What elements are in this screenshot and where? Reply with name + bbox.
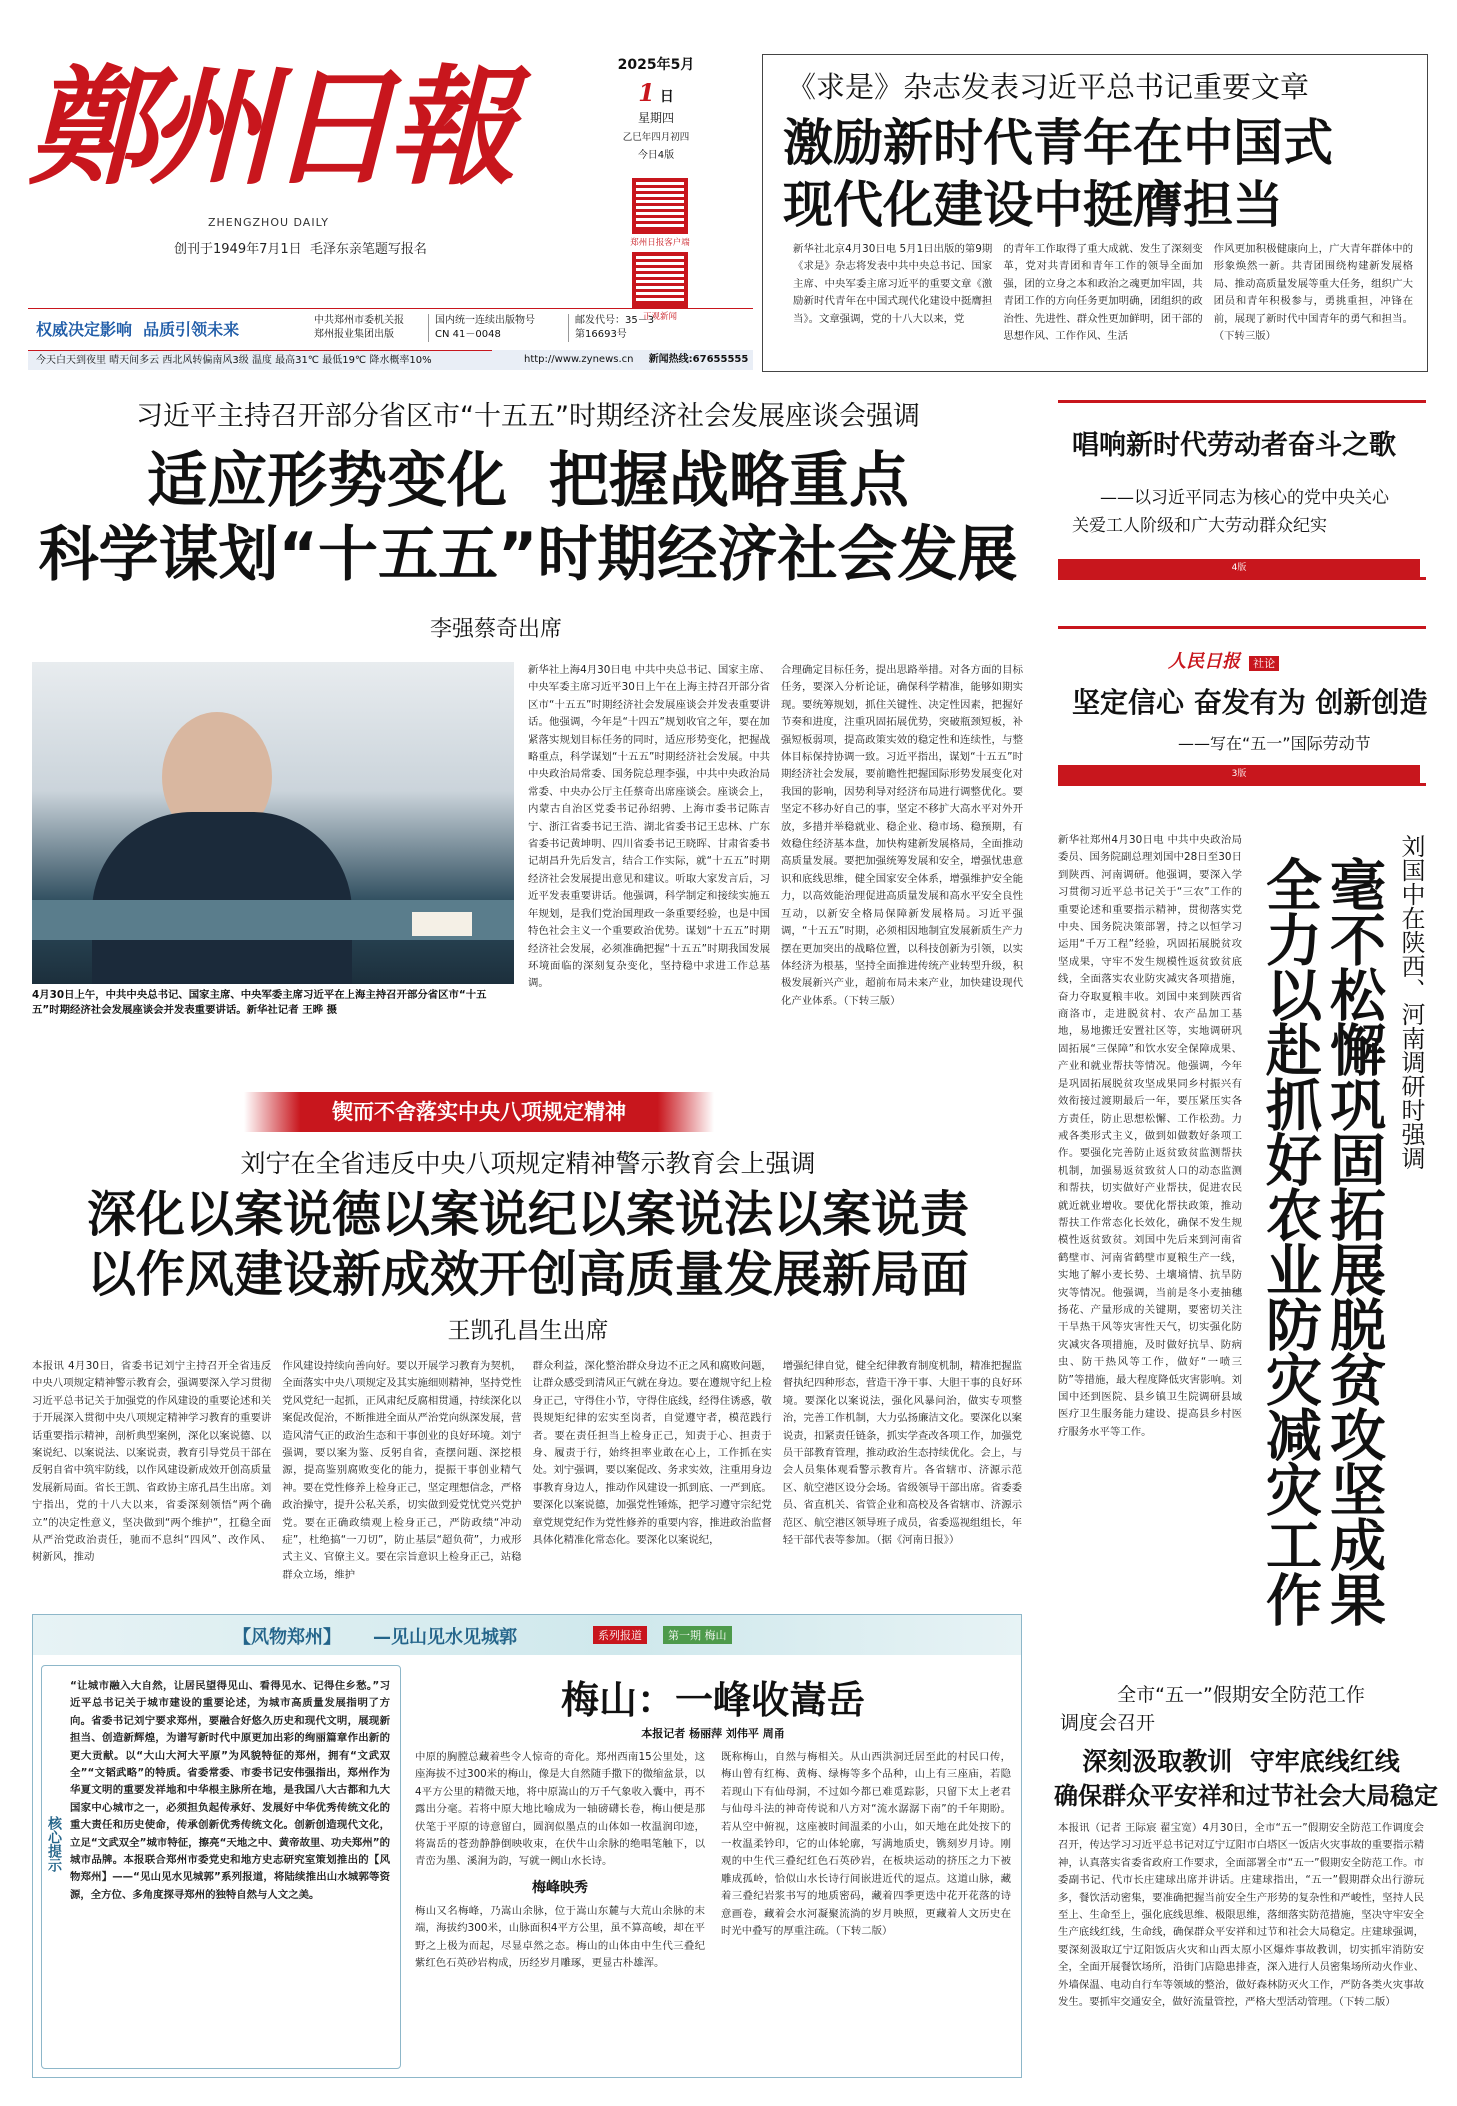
top-story-col-2: 的青年工作取得了重大成就、发生了深刻变革，党对共青团和青年工作的领导全面加强，团的立身之本和政治之魂更加牢固，共青团工作的方向任务更加明确，团组织的政治性、先进性、群众性更加鲜明，团干部的思想作风、工作作风、生活 [1003,243,1203,343]
weather-text: 今天白天到夜里 晴天间多云 西北风转偏南风3级 温度 最高31℃ 最低19℃ 降水概率10% [36,355,432,366]
lead-col-1: 新华社上海4月30日电 中共中央总书记、国家主席、中央军委主席习近平30日上午在上海主持召开部分省区市“十五五”时期经济社会发展座谈会并发表重要讲话。他强调，今年是“十四五”规划收官之年，要在加紧落实规划目标任务的同时，适应形势变化，把握战略重点，科学谋划“十五五”时期经济社会发展。中共中央政治局常委、国务院总理李强，中共中央政治局常委、中央办公厅主任蔡奇出席座谈会。座谈会上，内蒙古自治区党委书记孙绍骋、上海市委书记陈吉宁、浙江省委书记王浩、湖北省委书记王忠林、广东省委书记黄坤明、四川省委书记王晓晖、甘肃省委书记胡昌升先后发言，结合工作实际，就“十五五”时期经济社会发展提出意见和建议。听取大家发言后，习近平发表重要讲话。他强调，科学制定和接续实施五年规划，是我们党治国理政一条重要经验，也是中国特色社会主义一个重要政治优势。谋划“十五五”时期经济社会发展，必须准确把握“十五五”时期我国发展环境面临的深刻复杂变化，坚持稳中求进工作总基调。 [528,664,770,990]
right-story-headline-1: 毫不松懈巩固拓展脱贫攻坚成果 [1321,856,1386,1626]
top-story-headline-1: 激励新时代青年在中国式 [783,114,1333,172]
date-day-unit: 日 [659,89,674,105]
bottom-right-kicker-2: 调度会召开 [1060,1712,1156,1734]
second-headline-2: 以作风建设新成效开创高质量发展新局面 [86,1246,969,1303]
date-day: 1 [638,78,655,107]
feature-banner [33,1615,1021,1655]
side-box-1-subtitle-2: 关爱工人阶级和广大劳动群众纪实 [1072,516,1327,536]
lead-photo[interactable] [32,662,514,984]
feature-banner-title: —见山见水见城郭 [373,1627,517,1648]
photo-figure-body [92,812,352,984]
second-col-2: 作风建设持续向善向好。要以开展学习教育为契机，全面落实中央八项规定及其实施细则精神，坚持党性党风党纪一起抓，正风肃纪反腐相贯通，持续深化以案促改促治，不断推进全面从严治党向纵深发展，营造风清气正的政治生态和干事创业的良好环境。刘宁强调，要以案为鉴、反躬自省，查摆问题、深挖根源，提高鉴别腐败变化的能力，提振干事创业精气神。要在党性修养上检身正己，坚定理想信念，严格政治操守，提升公私关系，切实做到爱党忧党兴党护党。要在正确政绩观上检身正己，严防政绩“冲动症”，杜绝搞“一刀切”，防止基层“超负荷”，力戒形式主义、官僚主义。要在宗旨意识上检身正己，站稳群众立场，维护 [282,1360,522,1580]
qr-code-2[interactable] [632,252,688,308]
slogan: 权威决定影响 品质引领未来 [36,320,240,339]
side-box-2-brand: 人民日报 [1168,651,1240,672]
feature-col-1-subhead: 梅峰映秀 [532,1879,588,1896]
photo-nameplate [412,912,472,936]
top-story-col-3: 作风更加积极健康向上，广大青年群体中的形象焕然一新。共青团围绕构建新发展格局、推动高质量发展等重大任务，组织广大团员和青年积极参与，勇挑重担，冲锋在前，展现了新时代中国青年的勇气和担当。（下转三版） [1213,243,1413,343]
feature-side-text: “让城市融入大自然，让居民望得见山、看得见水、记得住乡愁。”习近平总书记关于城市建设的重要论述，为城市高质量发展指明了方向。省委书记刘宁要求郑州，要融合好悠久历史和现代文明，展现新担当、创造新辉煌，为谱写新时代中原更加出彩的绚丽篇章作出新的更大贡献。以“大山大河大平原”为风貌特征的郑州，拥有“文武双全”“文韬武略”的特质。省委常委、市委书记安伟强指出，郑州作为华夏文明的重要发祥地和中华根主脉所在地，是我国八大古都和九大国家中心城市之一，必须担负起传承好、发展好中华优秀传统文化的重大责任和历史使命，传承创新优秀传统文化。创新创造现代文化，立足“文武双全”城市特征，擦亮“天地之中、黄帝故里、功夫郑州”的城市品牌。本报联合郑州市委党史和地方史志研究室策划推出的【风物郑州】——“见山见水见城郭”系列报道，将陆续推出山水城郭等资源，全方位、多角度探寻郑州的独特自然与人文之美。 [70,1680,390,1901]
side-box-1[interactable] [1058,400,1426,580]
bottom-right-headline-2: 确保群众平安祥和过节社会大局稳定 [1054,1782,1438,1810]
side-box-2-title: 坚定信心 奋发有为 创新创造 [1072,686,1428,719]
section-banner [244,1092,714,1132]
masthead-founded: 创刊于1949年7月1日 毛泽东亲笔题写报名 [174,242,427,257]
feature-banner-issue: 第一期 梅山 [663,1626,732,1644]
date-year-month: 2025年5月 [617,57,695,73]
publisher-2: 郑州报业集团出版 [314,329,394,340]
section-banner-text: 锲而不舍落实中央八项规定精神 [332,1100,626,1124]
bottom-right-body: 本报讯（记者 王际宸 翟宝宽）4月30日，全市“五一”假期安全防范工作调度会召开，传达学习习近平总书记对辽宁辽阳市白塔区一饭店火灾事故的重要指示精神，认真落实省委省政府工作要求，全面部署全市“五一”假期安全防范工作。市委副书记、代市长庄建球出席并讲话。庄建球指出，“五一”假期群众出行游玩多，餐饮活动密集，要准确把握当前安全生产形势的复杂性和严峻性，坚持人民至上、生命至上，强化底线思维、极限思维，落细落实防范措施，坚决守牢安全生产底线红线，生命线，确保群众平安祥和过节和社会大局稳定。庄建球强调，要深刻汲取辽宁辽阳饭店火灾和山西太原小区爆炸事故教训，切实抓牢消防安全，全面开展餐饮场所，沿街门店隐患排查，深入进行人员密集场所动火作业、外墙保温、电动自行车等领域的整治，做好森林防灭火工作，严防各类火灾事故发生。要抓牢交通安全，做好流量管控，严格大型活动管理。（下转二版） [1058,1822,1424,2009]
second-kicker: 刘宁在全省违反中央八项规定精神警示教育会上强调 [240,1149,816,1178]
feature-banner-tag: 系列报道 [593,1626,647,1644]
info-bar [28,308,753,348]
lead-col-2: 合理确定目标任务，提出思路举措。对各方面的目标任务，要深入分析论证，确保科学精准，能够如期实现。要统筹规划，抓住关键性、决定性因素，把握好节奏和进度，注重巩固拓展优势，突破瓶颈短板，补强短板弱项，提高政策实效的稳定性和连续性，与整体目标保持协调一致。习近平指出，谋划“十五五”时期经济社会发展，要前瞻性把握国际形势发展变化对我国的影响，因势利导对经济布局进行调整优化。要坚定不移办好自己的事，坚定不移扩大高水平对外开放，多措并举稳就业、稳企业、稳市场、稳预期，有效稳住经济基本盘，加快构建新发展格局，全面推动高质量发展。要把加强统筹发展和安全，增强忧患意识和底线思维，健全国家安全体系，增强维护安全能力，以高效能治理促进高质量发展和高水平安全良性互动，以新安全格局保障新发展格局。习近平强调，“十五五”时期，必须相因地制宜发展新质生产力摆在更加突出的战略位置，以科技创新为引领，以实体经济为根基，坚持全面推进传统产业转型升级，积极发展新兴产业，超前布局未来产业，加快建设现代化产业体系。（下转三版） [781,664,1023,1007]
right-story-headline-2: 全力以赴抓好农业防灾减灾工作 [1257,856,1322,1626]
lead-subhead: 李强蔡奇出席 [430,617,563,642]
right-story-kicker: 刘国中在陕西、河南调研时强调 [1397,834,1425,1170]
date-pages: 今日4版 [637,150,675,161]
website[interactable]: http://www.zynews.cn [524,354,634,365]
qr2-label: 正观新闻 [642,312,677,322]
feature-col-1b: 梅山又名梅峰，乃嵩山余脉，位于嵩山东麓与大荒山余脉的末端，海拔约300米，山脉面积4平方公里，虽不算高峻，却在平野之上极为而起，尽显卓然之态。梅山的山体由中生代三叠纪紫红色石英砂岩构成，历经岁月雕琢，更显古朴雄浑。 [415,1904,705,1970]
feature-headline: 梅山：一峰收嵩岳 [560,1678,865,1722]
qr-code-1[interactable] [632,178,688,234]
lead-kicker: 习近平主持召开部分省区市“十五五”时期经济社会发展座谈会强调 [136,401,920,432]
feature-byline: 本报记者 杨丽萍 刘伟平 周甬 [641,1727,785,1740]
date-panel [617,54,695,161]
date-weekday: 星期四 [637,111,674,125]
top-story-headline-2: 现代化建设中挺膺担当 [783,176,1283,234]
lead-headline-2: 科学谋划“十五五”时期经济社会发展 [38,520,1018,590]
second-col-3: 群众利益，深化整治群众身边不正之风和腐败问题，让群众感受到清风正气就在身边。要在遵规守纪上检身正己，守得住小节，守得住底线，经得住诱惑，敬畏规矩纪律的宏实至岗者，自觉遵守者，模范践行者。要在责任担当上检身正己，知责于心、担责于身、履责于行，始终担率业敢在心上，工作抓在实处。刘宁强调，要以案促改、务求实效，注重用身边事教育身边人，推动作风建设一抓到底、一严到底。要深化以案说德，加强党性锤炼，把学习遵守宗纪党章党规党纪作为党性修养的重要内容，推进政治监督具体化精准化常态化。要深化以案说纪， [532,1360,772,1547]
feature-banner-label: 【风物郑州】 [233,1627,341,1648]
issn: CN 41－0048 [435,329,501,340]
web-bar [492,350,753,370]
right-story-body: 新华社郑州4月30日电 中共中央政治局委员、国务院副总理刘国中28日至30日到陕西、河南调研。他强调，要深入学习贯彻习近平总书记关于“三农”工作的重要论述和重要指示精神，贯彻落实党中央、国务院决策部署，持之以恒学习运用“千万工程”经验，巩固拓展脱贫攻坚成果，守牢不发生规模性返贫致贫底线，全面落实农业防灾减灾各项措施，奋力夺取夏粮丰收。刘国中来到陕西省商洛市，走进脱贫村、农产品加工基地，易地搬迁安置社区等，实地调研巩固拓展“三保障”和饮水安全保障成果、产业和就业帮扶等情况。他强调，今年是巩固拓展脱贫攻坚成果同乡村振兴有效衔接过渡期最后一年，要压紧压实各方责任，防止思想松懈、工作松劲。力戒各类形式主义，做到如做数好条项工作。要强化完善防止返贫致贫监测帮扶机制，加强易返贫致贫人口的动态监测和帮扶，切实做好产业帮扶，促进农民就近就业增收。要优化帮扶政策，推动帮扶工作常态化长效化，确保不发生规模性返贫致贫。刘国中先后来到河南省鹤壁市、河南省鹤壁市夏粮生产一线，实地了解小麦长势、土壤墒情、抗旱防灾等情况。他强调，当前是冬小麦抽穗扬花、产量形成的关键期，要密切关注干旱热干风等灾害性天气，切实强化防灾减灾各项措施，及时做好抗旱、防病虫、防干热风等工作，做好“一喷三防”等措施，最大程度降低灾害影响。刘国中还到医院、县乡镇卫生院调研县域医疗卫生服务能力建设、提高县乡村医疗服务水平等工作。 [1058,834,1242,1438]
masthead [28,38,568,288]
second-headline-1: 深化以案说德以案说纪以案说法以案说责 [86,1186,969,1243]
hotline: 新闻热线:67655555 [648,354,749,365]
issn-label: 国内统一连续出版物号 [435,315,535,326]
top-story-kicker: 《求是》杂志发表习近平总书记重要文章 [787,70,1310,104]
date-lunar: 乙巳年四月初四 [622,132,690,143]
side-box-2[interactable] [1058,626,1426,786]
side-box-1-title: 唱响新时代劳动者奋斗之歌 [1072,430,1396,461]
side-box-2-tag: 社论 [1249,656,1279,671]
bottom-right-headline-1: 深刻汲取教训 守牢底线红线 [1082,1747,1400,1776]
masthead-pinyin: ZHENGZHOU DAILY [208,216,329,229]
second-col-4: 增强纪律自觉，健全纪律教育制度机制，精准把握监督执纪四种形态，营造干净干事、大胆干事的良好环境。要深化以案说法，强化风暴问治，做实专项整治，完善工作机制，大力弘扬廉洁文化。要深化以案说责，扣紧责任链条，抓实学查改各项工作，加强党员干部教育管理，推动政治生态持续优化。会上，与会人员集体观看警示教育片。各省辖市、济源示范区、航空港区设分会场。省级领导干部出席。省委委员、省直机关、省管企业和高校及各省辖市、济源示范区、航空港区领导班子成员，省委巡视组组长，年轻干部代表等参加。（据《河南日报》） [782,1360,1022,1547]
publisher-1: 中共郑州市委机关报 [314,315,404,326]
masthead-title: 鄭州日報 [28,53,509,203]
side-box-1-subtitle-1: ——以习近平同志为核心的党中央关心 [1100,488,1389,508]
bottom-right-kicker-1: 全市“五一”假期安全防范工作 [1117,1684,1365,1706]
top-story-box [762,54,1428,372]
top-story-col-1: 新华社北京4月30日电 5月1日出版的第9期《求是》杂志将发表中共中央总书记、国家主席、中央军委主席习近平的重要文章《激励新时代青年在中国式现代化建设中挺膺担当》。文章强调，党的十八大以来，党 [793,243,993,325]
second-col-1: 本报讯 4月30日，省委书记刘宁主持召开全省违反中央八项规定精神警示教育会，强调要深入学习贯彻习近平总书记关于加强党的作风建设的重要论述和关于开展深入贯彻中央八项规定精神学习教育的重要讲话重要指示精神，剖析典型案例，深化以案说德、以案说纪、以案说法、以案说责，教育引导党员干部在反躬自省中筑牢防线，以作风建设新成效开创高质量发展新局面。省长王凯、省政协主席孔昌生出席。刘宁指出，党的十八大以来，省委深刻领悟“两个确立”的决定性意义，坚决做到“两个维护”，扛稳全面从严治党政治责任，驰而不息纠“四风”、改作风、树新风，推动 [32,1360,272,1564]
second-subhead: 王凯孔昌生出席 [447,1318,609,1344]
side-box-2-subtitle: ——写在“五一”国际劳动节 [1178,734,1371,753]
post-code: 邮发代号：35－3 [575,315,655,326]
feature-side-label: 核心提示 [46,1816,62,1872]
lead-photo-caption: 4月30日上午，中共中央总书记、国家主席、中央军委主席习近平在上海主持召开部分省区市“十五五”时期经济社会发展座谈会并发表重要讲话。新华社记者 王晔 摄 [32,989,487,1016]
feature-side [41,1665,401,2069]
side-box-2-page: 3版 [1058,765,1420,783]
feature-col-2: 既称梅山，自然与梅相关。从山西洪洞迁居至此的村民口传，梅山曾有红梅、黄梅、绿梅等多个品种，山上有三座庙，若隐若现山下有仙母洞，不过如今都已难觅踪影，只留下太上老君与仙母斗法的神奇传说和八方对“流水潺潺下南”的千年期盼。若从空中俯视，这座被时间温柔的小山，如天地在此处按下的一枚温柔钤印，它的山体轮廓，写满地质史，镌刻岁月诗。刚观的中生代三叠纪红色石英砂岩，在板块运动的挤压之力下被雕成孤岭，恰似山水长诗行间嵌进近代的逗点。这道山脉，藏着三叠纪岩浆书写的地质密码，藏着四季更迭中花开花落的诗意画卷，藏着会水河凝聚流淌的岁月映照，更藏着人文历史在时光中叠写的厚重注疏。（下转二版） [721,1751,1011,1938]
lead-headline-1: 适应形势变化 把握战略重点 [147,446,909,516]
issue-no: 第16693号 [575,329,627,340]
feature-box [32,1614,1022,2078]
side-box-1-page: 4版 [1058,559,1420,577]
feature-col-1: 中原的胸膛总藏着些令人惊奇的奇化。郑州西南15公里处，这座海拔不过300米的梅山，像是大自然随手撒下的微缩盆景，以4平方公里的精微天地，将中原嵩山的万千气象收入囊中，再不露出分毫。若将中原大地比喻成为一轴磅礴长卷，梅山便是那伏笔于平原的诗意留白，圆润似墨点的山体如一枚温润印迹，将嵩岳的苍劲静静倒映收束，在伏牛山余脉的绝唱笔触下，以青峦为墨、溪涧为韵，写就一阙山水长诗。 [415,1751,705,1868]
qr1-label: 郑州日报客户端 [630,238,690,248]
